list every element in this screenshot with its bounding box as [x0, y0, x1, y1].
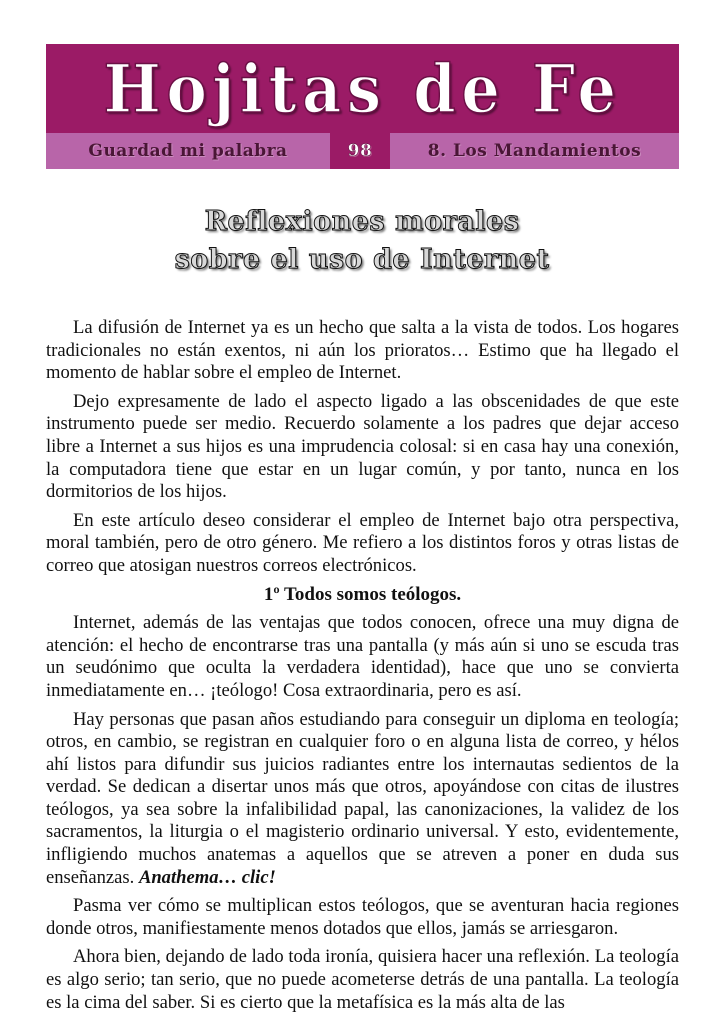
paragraph: En este artículo deseo considerar el empleo de Internet bajo otra perspectiva, moral también, pero de otro género. Me refiero a los distintos foros y otras listas de correo que atosigan nuestros correos electrónicos.: [46, 509, 679, 576]
paragraph: Pasma ver cómo se multiplican estos teólogos, que se aventuran hacia regiones donde otros, manifiestamente menos dotados que ellos, jamás se arriesgaron.: [46, 895, 679, 939]
article-title-line-1: Reflexiones morales: [204, 206, 520, 237]
article-title: [60, 203, 664, 279]
article-title-line-2: sobre el uso de Internet: [174, 244, 550, 275]
section-heading: 1º Todos somos teólogos.: [263, 583, 462, 605]
masthead-subbar: [46, 133, 679, 169]
paragraph: Dejo expresamente de lado el aspecto ligado a las obscenidades de que este instrumento puede ser medio. Recuerdo solamente a los padres que dejar acceso libre a Internet a sus hijos es una imprudencia colosal: si en casa hay una conexión, la computadora tiene que estar en un lugar común, y por tanto, nunca en los dormitorios de los hijos.: [46, 390, 679, 503]
issue-number: 98: [330, 133, 390, 169]
section-label: 8. Los Mandamientos: [390, 133, 679, 169]
paragraph-text: Hay personas que pasan años estudiando para conseguir un diploma en teología; otros, en cambio, se registran en cualquier foro o en alguna lista de correo, y hélos ahí listos para difundir sus juicios radiantes entre los internautas sedientos de la verdad. Se dedican a disertar unos más que otros, apoyándose con citas de ilustres teólogos, ya sea sobre la infalibilidad papal, las canonizaciones, la validez de los sacramentos, la liturgia o el magisterio ordinario universal. Y esto, evidentemente, infligiendo muchos anatemas a aquellos que se atreven a poner en duda sus enseñanzas.: [46, 708, 679, 888]
publication-title: Hojitas de Fe: [103, 50, 622, 128]
paragraph: La difusión de Internet ya es un hecho que salta a la vista de todos. Los hogares tradicionales no están exentos, ni aún los prioratos… Estimo que ha llegado el momento de hablar sobre el empleo de Internet.: [46, 317, 679, 384]
paragraph: Internet, además de las ventajas que todos conocen, ofrece una muy digna de atención: el hecho de encontrarse tras una pantalla (y más aún si uno se escuda tras un seudónimo que oculta la verdadera identidad), hace que uno se convierta inmediatamente en… ¡teólogo! Cosa extraordinaria, pero es así.: [46, 612, 679, 701]
emphasis-text: Anathema… clic!: [138, 866, 276, 888]
series-label: Guardad mi palabra: [46, 133, 330, 169]
paragraph: Ahora bien, dejando de lado toda ironía, quisiera hacer una reflexión. La teología es algo serio; tan serio, que no puede acometerse detrás de una pantalla. La teología es la cima del saber. Si es cierto que la metafísica es la más alta de las: [46, 946, 679, 1013]
paragraph: [46, 709, 679, 890]
masthead: [46, 44, 679, 169]
article-body: [46, 317, 679, 1020]
